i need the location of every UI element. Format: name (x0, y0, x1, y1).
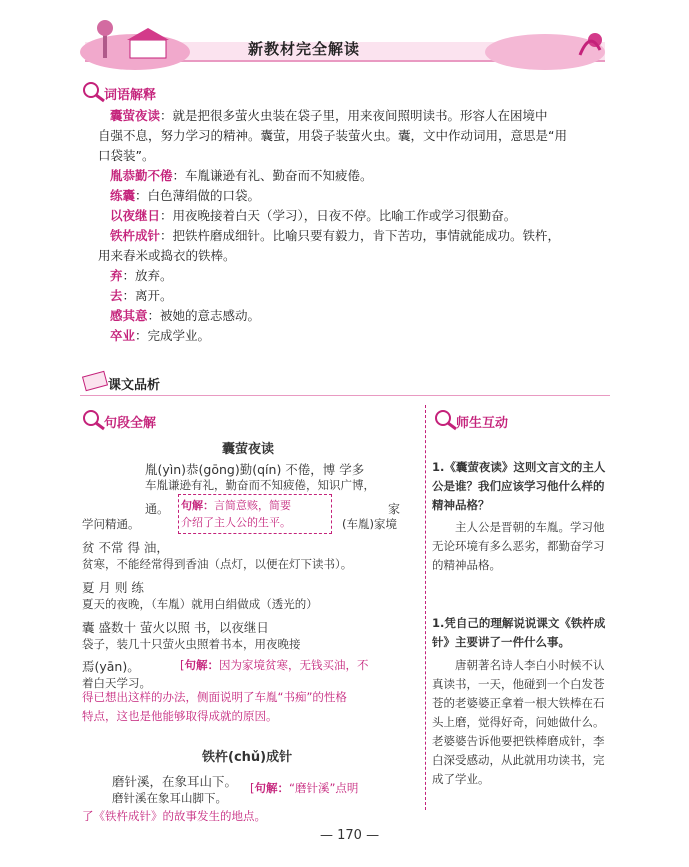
right-section-title: 师生互动 (456, 416, 509, 431)
divider (80, 395, 610, 396)
left-section-title: 句段全解 (104, 416, 157, 431)
vocab-item: 囊萤夜读：就是把很多萤火虫装在袋子里，用来夜间照明读书。形容人在困境中 (110, 108, 548, 123)
page-number: — 170 — (320, 828, 380, 843)
vocab-item: 铁杵成针：把铁杵磨成细针。比喻只要有毅力，肯下苦功，事情就能成功。铁杵， (110, 228, 561, 243)
vocab-section-title: 词语解释 (104, 88, 157, 103)
annotation: [句解：“磨针溪”点明 (250, 781, 359, 795)
analysis-section-title: 课文品析 (108, 378, 161, 393)
vocab-item: 弃：放弃。 (110, 268, 173, 283)
answer-2: 唐朝著名诗人李白小时候不认真读书，一天，他碰到一个白发苍苍的老婆婆正拿着一根大铁棒在石头上磨，觉得好奇，问她做什么。老婆婆告诉他要把铁棒磨成针，李白深受感动，从此就用功读书，完成了学业。 (432, 658, 605, 786)
question-1: 1.《囊萤夜读》这则文言文的主人公是谁？我们应该学习他什么样的精神品格？ (432, 460, 606, 512)
answer-1: 主人公是晋朝的车胤。学习他无论环境有多么恶劣，都勤奋学习的精神品格。 (432, 520, 605, 572)
annotation-box: 句解：言简意赅，简要 介绍了主人公的生平。 (178, 494, 332, 534)
vocab-item: 以夜继日：用夜晚接着白天（学习），日夜不停。比喻工作或学习很勤奋。 (110, 208, 517, 223)
page-header-title: 新教材完全解读 (248, 40, 361, 58)
vocab-item: 练囊：白色薄绢做的口袋。 (110, 188, 261, 203)
question-2: 1.凭自己的理解说说课文《铁杵成针》主要讲了一件什么事。 (432, 616, 606, 649)
story1-title: 囊萤夜读 (222, 442, 275, 457)
vocab-item: 卒业：完成学业。 (110, 328, 211, 343)
story2-title: 铁杵(chǔ)成针 (202, 750, 293, 765)
vocab-item: 感其意：被她的意志感动。 (110, 308, 261, 323)
vocab-item: 胤恭勤不倦：车胤谦逊有礼、勤奋而不知疲倦。 (110, 168, 373, 183)
column-divider (425, 405, 426, 810)
annotation: [句解：因为家境贫寒，无钱买油，不 (180, 658, 369, 672)
vocab-item: 去：离开。 (110, 288, 173, 303)
